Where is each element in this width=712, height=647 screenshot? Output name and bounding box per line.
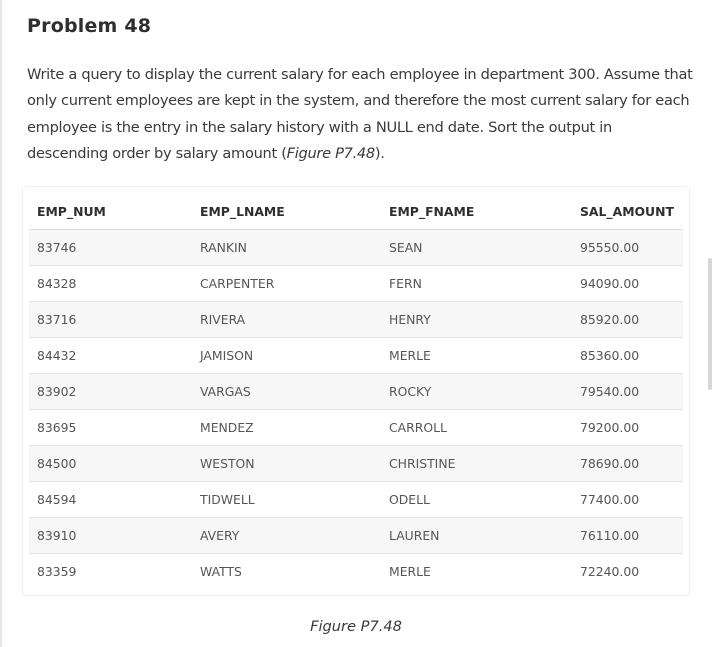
table-row xyxy=(29,266,683,302)
cell-emp-fname: HENRY xyxy=(381,302,572,338)
cell-emp-num: 84432 xyxy=(29,338,192,374)
table-row xyxy=(29,482,683,518)
left-divider xyxy=(0,0,2,647)
cell-emp-num: 83902 xyxy=(29,374,192,410)
cell-emp-fname: ODELL xyxy=(381,482,572,518)
header-sal-amount: SAL_AMOUNT xyxy=(572,193,683,230)
cell-sal-amount: 76110.00 xyxy=(572,518,683,554)
cell-emp-lname: JAMISON xyxy=(192,338,381,374)
cell-emp-num: 84500 xyxy=(29,446,192,482)
description-text: Write a query to display the current salary for each employee in department 300. Assume that only current employees are kept in the system, and therefore the most current salary for each employee is the entry in the salary history with a NULL end date. Sort the output in descending order by salary amount ( xyxy=(27,66,693,162)
cell-sal-amount: 85360.00 xyxy=(572,338,683,374)
table-row xyxy=(29,338,683,374)
cell-sal-amount: 79540.00 xyxy=(572,374,683,410)
description-suffix: ). xyxy=(374,144,385,162)
header-emp-num: EMP_NUM xyxy=(29,193,192,230)
cell-emp-fname: FERN xyxy=(381,266,572,302)
cell-emp-fname: LAUREN xyxy=(381,518,572,554)
table-row xyxy=(29,230,683,266)
cell-emp-fname: MERLE xyxy=(381,338,572,374)
cell-emp-lname: RIVERA xyxy=(192,302,381,338)
table-row xyxy=(29,554,683,590)
cell-sal-amount: 77400.00 xyxy=(572,482,683,518)
table-header-row xyxy=(29,193,683,230)
cell-emp-fname: SEAN xyxy=(381,230,572,266)
table-row xyxy=(29,302,683,338)
table-row xyxy=(29,446,683,482)
header-emp-lname: EMP_LNAME xyxy=(192,193,381,230)
cell-emp-lname: MENDEZ xyxy=(192,410,381,446)
cell-emp-num: 83746 xyxy=(29,230,192,266)
cell-sal-amount: 85920.00 xyxy=(572,302,683,338)
problem-title: Problem 48 xyxy=(27,15,152,37)
figure-caption: Figure P7.48 xyxy=(310,618,402,635)
cell-emp-num: 83716 xyxy=(29,302,192,338)
cell-sal-amount: 72240.00 xyxy=(572,554,683,590)
figure-reference: Figure P7.48 xyxy=(286,144,375,162)
scrollbar-thumb[interactable] xyxy=(708,258,712,390)
table-row xyxy=(29,374,683,410)
cell-emp-lname: AVERY xyxy=(192,518,381,554)
cell-emp-lname: TIDWELL xyxy=(192,482,381,518)
cell-emp-num: 84594 xyxy=(29,482,192,518)
cell-emp-fname: MERLE xyxy=(381,554,572,590)
problem-description xyxy=(27,62,695,167)
cell-emp-num: 83695 xyxy=(29,410,192,446)
cell-emp-fname: CARROLL xyxy=(381,410,572,446)
table-row xyxy=(29,518,683,554)
table-body xyxy=(29,230,683,590)
cell-sal-amount: 78690.00 xyxy=(572,446,683,482)
cell-emp-lname: VARGAS xyxy=(192,374,381,410)
cell-emp-lname: WESTON xyxy=(192,446,381,482)
results-table xyxy=(29,193,683,589)
table-row xyxy=(29,410,683,446)
cell-emp-lname: WATTS xyxy=(192,554,381,590)
header-emp-fname: EMP_FNAME xyxy=(381,193,572,230)
cell-sal-amount: 95550.00 xyxy=(572,230,683,266)
cell-sal-amount: 94090.00 xyxy=(572,266,683,302)
results-table-container xyxy=(22,186,690,596)
cell-emp-lname: CARPENTER xyxy=(192,266,381,302)
cell-sal-amount: 79200.00 xyxy=(572,410,683,446)
cell-emp-num: 83910 xyxy=(29,518,192,554)
cell-emp-fname: ROCKY xyxy=(381,374,572,410)
cell-emp-fname: CHRISTINE xyxy=(381,446,572,482)
cell-emp-num: 83359 xyxy=(29,554,192,590)
cell-emp-num: 84328 xyxy=(29,266,192,302)
cell-emp-lname: RANKIN xyxy=(192,230,381,266)
